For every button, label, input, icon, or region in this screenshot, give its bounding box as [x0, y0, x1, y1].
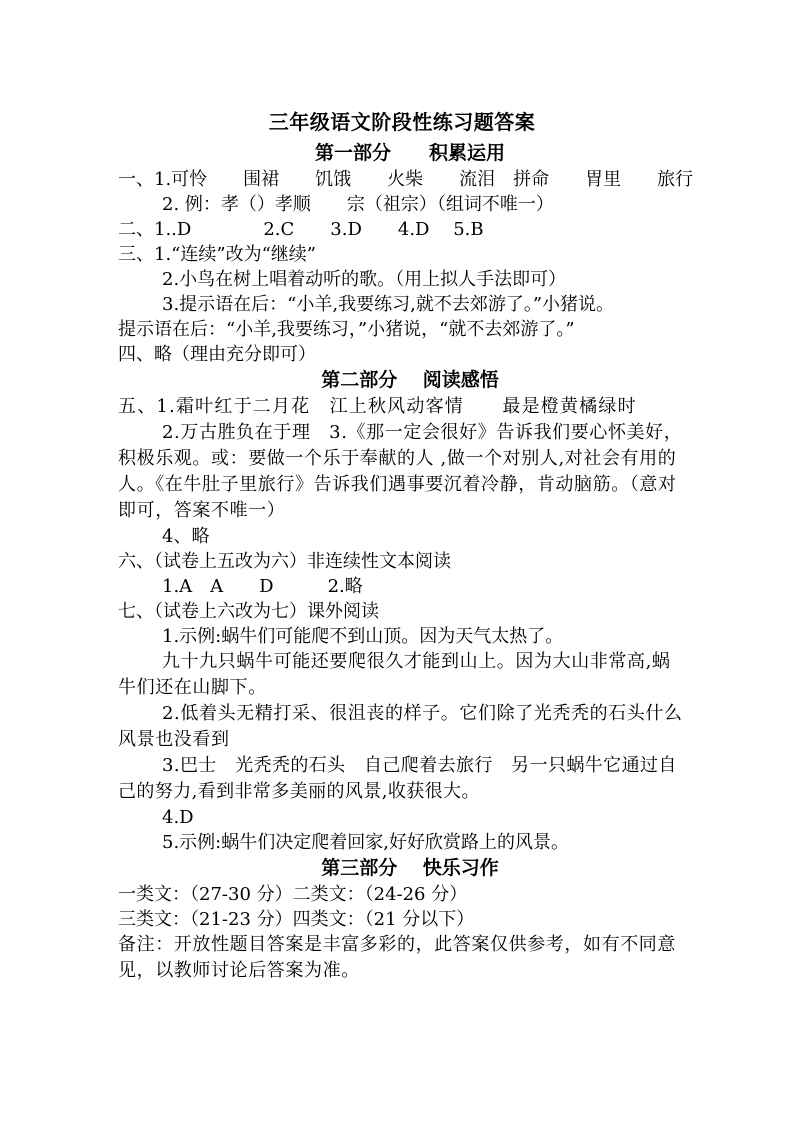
answer-line-6: 3.提示语在后：“小羊,我要练习,就不去郊游了。”小猪说。 [162, 294, 615, 315]
answer-line-4: 三、1.“连续”改为“继续” [118, 244, 316, 265]
answer-q5-4: 4、略 [162, 526, 210, 547]
answer-line-1: 一、1.可怜 围裙 饥饿 火柴 流泪 拼命 胃里 旅行 [118, 169, 694, 190]
answer-line-2: 2. 例：孝（）孝顺 宗（祖宗）（组词不唯一） [162, 194, 554, 215]
answer-line-7: 提示语在后：“小羊,我要练习，”小猪说，“就不去郊游了。” [118, 319, 575, 340]
answer-q7-5: 5.示例:蜗牛们决定爬着回家,好好欣赏路上的风景。 [162, 832, 569, 853]
answer-line-5: 2.小鸟在树上唱着动听的歌。（用上拟人手法即可） [162, 269, 567, 290]
grading-line-2: 三类文：（21-23 分）四类文：（21 分以下） [118, 909, 475, 930]
section-heading-part3: 第三部分 快乐习作 [321, 857, 499, 879]
answer-document [118, 100, 694, 984]
answer-q5-1: 五、1.霜叶红于二月花 江上秋风动客情 最是橙黄橘绿时 [118, 396, 637, 417]
answer-q6-head: 六、（试卷上五改为六）非连续性文本阅读 [118, 551, 451, 572]
answer-q7-2: 2.低着头无精打采、很沮丧的样子。它们除了光秃秃的石头什么风景也没看到 [118, 703, 683, 750]
answer-q6-ans: 1.A A D 2.略 [162, 576, 363, 597]
grading-note: 备注：开放性题目答案是丰富多彩的，此答案仅供参考，如有不同意见，以教师讨论后答案为准。 [118, 934, 676, 981]
answer-q5-para: 2.万古胜负在于理 3.《那一定会很好》告诉我们要心怀美好，积极乐观。或：要做一个乐于奉献的人 ,做一个对别人,对社会有用的人。《在牛肚子里旅行》告诉我们遇事要沉着冷静，肯动脑筋。（意对即可，答案不唯一） [118, 422, 683, 521]
answer-line-3: 二、1..D 2.C 3.D 4.D 5.B [118, 219, 484, 240]
answer-q7-1b: 九十九只蜗牛可能还要爬很久才能到山上。因为大山非常高,蜗牛们还在山脚下。 [118, 651, 671, 698]
grading-line-1: 一类文：（27-30 分）二类文：（24-26 分） [118, 884, 468, 905]
answer-q7-4: 4.D [162, 807, 194, 828]
answer-q7-3: 3.巴士 光秃秃的石头 自己爬着去旅行 另一只蜗牛它通过自己的努力,看到非常多美丽的风景,收获很大。 [118, 755, 677, 802]
section-heading-part2: 第二部分 阅读感悟 [321, 369, 499, 391]
answer-q7-head: 七、（试卷上六改为七）课外阅读 [118, 601, 379, 622]
page-title: 三年级语文阶段性练习题答案 [268, 110, 536, 134]
answer-line-8: 四、略（理由充分即可） [118, 344, 316, 365]
section-heading-part1: 第一部分 积累运用 [314, 142, 505, 164]
answer-q7-1a: 1.示例:蜗牛们可能爬不到山顶。因为天气太热了。 [162, 626, 564, 647]
